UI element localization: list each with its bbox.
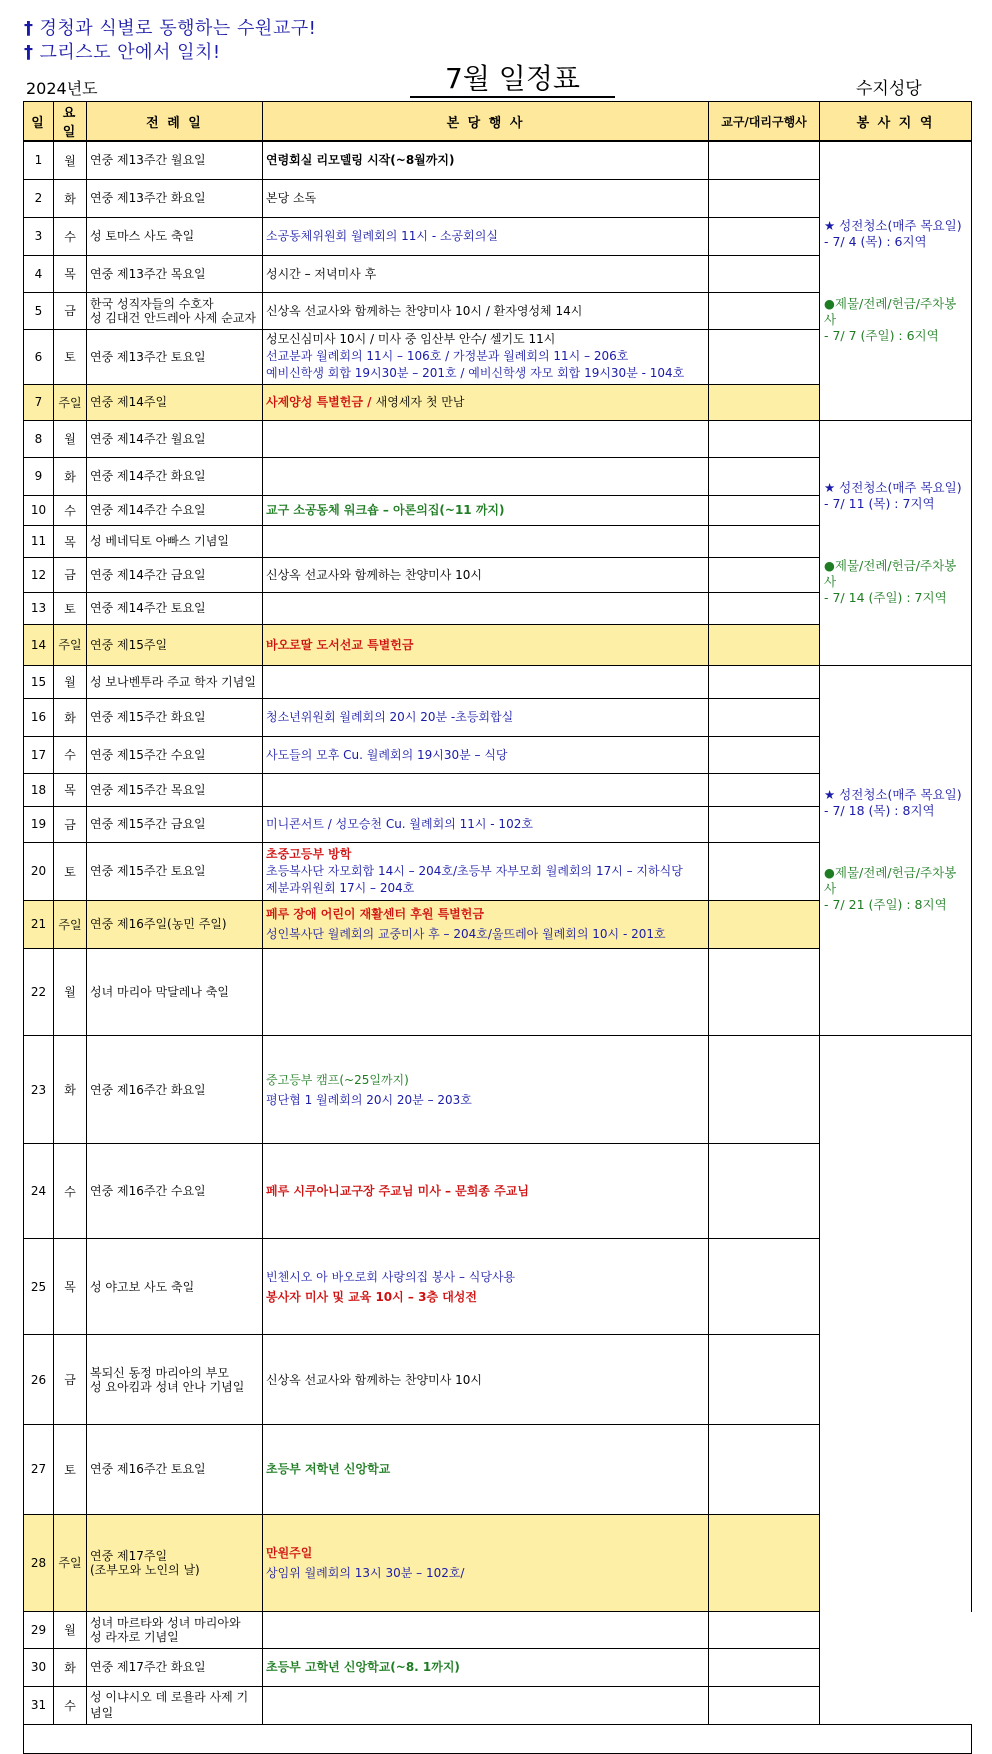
weekday-cell: 월 <box>54 141 87 179</box>
liturgy-cell <box>87 1686 263 1724</box>
diocese-events-cell <box>709 736 820 773</box>
weekday-cell: 화 <box>54 1035 87 1144</box>
event-text: 봉사자 미사 및 교육 10시 – 3층 대성전 <box>266 1289 477 1304</box>
event-text: 사제양성 특별헌금 / <box>266 395 376 409</box>
table-footer-row <box>24 1724 972 1753</box>
diocese-events-cell <box>709 329 820 384</box>
parish-events-cell <box>263 525 709 557</box>
weekday-cell: 주일 <box>54 900 87 948</box>
diocese-events-cell <box>709 525 820 557</box>
liturgy-text: 연중 제15주간 수요일 <box>90 747 206 762</box>
parish-events-cell <box>263 698 709 736</box>
day-cell: 24 <box>24 1144 54 1238</box>
liturgy-text: 연중 제17주일 <box>90 1548 168 1563</box>
event-text: 소공동체위원회 월례회의 11시 - 소공회의실 <box>266 229 498 243</box>
liturgy-cell <box>87 557 263 592</box>
weekday-cell: 월 <box>54 1611 87 1648</box>
liturgy-text: 연중 제13주간 토요일 <box>90 349 206 364</box>
liturgy-text: 연중 제16주간 화요일 <box>90 1082 206 1097</box>
event-text: 신상옥 선교사와 함께하는 찬양미사 10시 <box>266 567 483 582</box>
liturgy-cell <box>87 420 263 457</box>
event-line <box>266 863 705 880</box>
parish-events-cell <box>263 1035 709 1144</box>
day-cell: 21 <box>24 900 54 948</box>
event-text: 연령회실 리모델링 시작(~8월까지) <box>266 153 455 168</box>
diocese-events-cell <box>709 592 820 624</box>
liturgy-text: 연중 제14주일 <box>90 395 168 409</box>
diocese-events-cell <box>709 948 820 1035</box>
liturgy-text: 연중 제14주간 화요일 <box>90 469 206 483</box>
event-text: 초등복사단 자모회합 14시 – 204호/초등부 자부모회 월례회의 17시 – 지하식당 <box>266 863 683 878</box>
parish-events-cell <box>263 1335 709 1425</box>
event-text: 신상옥 선교사와 함께하는 찬양미사 10시 <box>266 1372 483 1387</box>
weekday-cell: 목 <box>54 255 87 292</box>
weekday-cell: 월 <box>54 420 87 457</box>
parish-events-cell <box>263 842 709 900</box>
liturgy-cell <box>87 525 263 557</box>
day-cell: 8 <box>24 420 54 457</box>
event-text: 초중고등부 방학 <box>266 846 352 861</box>
liturgy-cell <box>87 624 263 665</box>
event-text: 예비신학생 회합 19시30분 – 201호 / 예비신학생 자모 회합 19시30분 - 104호 <box>266 366 685 380</box>
service-clean-date: - 7/ 18 (목) : 8지역 <box>824 803 935 819</box>
day-cell: 4 <box>24 255 54 292</box>
diocese-events-cell <box>709 141 820 179</box>
event-text: 청소년위원회 월례회의 20시 20분 -초등회합실 <box>266 710 514 724</box>
liturgy-text: 연중 제14주간 수요일 <box>90 503 206 517</box>
weekday-cell: 화 <box>54 179 87 217</box>
day-cell: 18 <box>24 773 54 806</box>
day-cell: 13 <box>24 592 54 624</box>
parish-events-cell <box>263 736 709 773</box>
slogan-text-1: 경청과 식별로 동행하는 수원교구! <box>39 18 317 39</box>
event-text: 중고등부 캠프(~25일까지) <box>266 1072 409 1087</box>
liturgy-cell <box>87 665 263 698</box>
weekday-cell: 목 <box>54 525 87 557</box>
event-line <box>266 880 705 897</box>
diocese-events-cell <box>709 1686 820 1724</box>
table-row <box>24 1611 972 1648</box>
liturgy-text: (조부모와 노인의 날) <box>90 1562 200 1577</box>
page-title: 7월 일정표 <box>410 62 615 98</box>
day-cell: 17 <box>24 736 54 773</box>
event-text: 빈첸시오 아 바오로회 사랑의집 봉사 – 식당사용 <box>266 1269 516 1284</box>
parish-events-cell <box>263 773 709 806</box>
parish-events-cell <box>263 948 709 1035</box>
event-line <box>266 816 705 832</box>
event-line <box>266 1543 705 1563</box>
event-line <box>266 152 705 168</box>
liturgy-cell <box>87 329 263 384</box>
table-row <box>24 1335 972 1425</box>
diocese-events-cell <box>709 179 820 217</box>
parish-events-cell <box>263 217 709 255</box>
weekday-cell: 목 <box>54 773 87 806</box>
liturgy-cell <box>87 1648 263 1686</box>
day-cell: 11 <box>24 525 54 557</box>
day-cell: 25 <box>24 1238 54 1335</box>
event-text: 사도들의 모후 Cu. 월례회의 19시30분 – 식당 <box>266 747 508 762</box>
event-text: 초등부 저학년 신앙학교 <box>266 1462 391 1477</box>
liturgy-text: 연중 제15주일 <box>90 637 168 652</box>
liturgy-text: 성녀 마르타와 성녀 마리아와 <box>90 1615 241 1630</box>
event-line <box>266 190 705 206</box>
liturgy-cell <box>87 255 263 292</box>
table-row <box>24 1425 972 1515</box>
table-row <box>24 1035 972 1144</box>
diocese-events-cell <box>709 495 820 525</box>
liturgy-text: 연중 제14주간 월요일 <box>90 431 206 446</box>
diocese-events-cell <box>709 1035 820 1144</box>
liturgy-cell <box>87 1425 263 1515</box>
event-text: 성인복사단 월례회의 교중미사 후 – 204호/울뜨레아 월례회의 10시 - 201호 <box>266 927 666 941</box>
event-text: 선교분과 월례회의 11시 – 106호 / 가정분과 월례회의 11시 – 206호 <box>266 349 629 363</box>
parish-events-cell <box>263 1648 709 1686</box>
event-line <box>266 1267 705 1287</box>
liturgy-cell <box>87 1035 263 1144</box>
event-line <box>266 567 705 583</box>
liturgy-cell <box>87 1144 263 1238</box>
weekday-cell: 수 <box>54 217 87 255</box>
day-cell: 20 <box>24 842 54 900</box>
event-text: 만원주일 <box>266 1545 313 1560</box>
diocese-events-cell <box>709 773 820 806</box>
col-header-events: 본 당 행 사 <box>263 102 709 142</box>
table-header-row <box>24 102 972 142</box>
weekday-cell: 수 <box>54 495 87 525</box>
event-text: 새영세자 첫 만남 <box>375 395 465 409</box>
event-text: 페루 시쿠아니교구장 주교님 미사 – 문희종 주교님 <box>266 1184 529 1199</box>
service-altar-date: - 7/ 7 (주일) : 6지역 <box>824 327 939 343</box>
event-line <box>266 846 705 863</box>
service-clean-label: ★ 성전청소(매주 목요일) <box>824 787 962 803</box>
liturgy-text: 연중 제16주간 토요일 <box>90 1462 206 1477</box>
diocese-events-cell <box>709 1335 820 1425</box>
parish-events-cell <box>263 1611 709 1648</box>
col-header-diocese: 교구/대리구행사 <box>709 102 820 142</box>
liturgy-cell <box>87 495 263 525</box>
weekday-cell: 월 <box>54 665 87 698</box>
parish-events-cell <box>263 141 709 179</box>
day-cell: 28 <box>24 1514 54 1611</box>
slogan-line-2 <box>24 38 221 64</box>
day-cell: 15 <box>24 665 54 698</box>
weekday-cell: 토 <box>54 329 87 384</box>
liturgy-text: 연중 제16주일(농민 주일) <box>90 917 227 931</box>
day-cell: 7 <box>24 384 54 420</box>
day-cell: 12 <box>24 557 54 592</box>
parish-events-cell <box>263 1238 709 1335</box>
parish-events-cell <box>263 292 709 329</box>
event-line <box>266 331 705 348</box>
day-cell: 9 <box>24 457 54 495</box>
diocese-events-cell <box>709 1611 820 1648</box>
col-header-dow: 요일 <box>54 102 87 142</box>
diocese-events-cell <box>709 1425 820 1515</box>
diocese-events-cell <box>709 255 820 292</box>
table-row <box>24 665 972 698</box>
weekday-cell: 화 <box>54 698 87 736</box>
weekday-cell: 수 <box>54 736 87 773</box>
liturgy-text: 연중 제14주간 토요일 <box>90 601 206 615</box>
diocese-events-cell <box>709 624 820 665</box>
day-cell: 16 <box>24 698 54 736</box>
event-line <box>266 1461 705 1477</box>
parish-events-cell <box>263 420 709 457</box>
event-line <box>266 392 705 412</box>
event-text: 상임위 월례회의 13시 30분 – 102호/ <box>266 1565 465 1580</box>
diocese-events-cell <box>709 384 820 420</box>
liturgy-text: 연중 제15주간 화요일 <box>90 710 206 724</box>
diocese-events-cell <box>709 1514 820 1611</box>
liturgy-text: 연중 제15주간 금요일 <box>90 817 206 831</box>
parish-events-cell <box>263 806 709 842</box>
liturgy-text: 성 토마스 사도 축일 <box>90 229 195 243</box>
col-header-liturgy: 전 례 일 <box>87 102 263 142</box>
parish-events-cell <box>263 900 709 948</box>
col-header-day: 일 <box>24 102 54 142</box>
liturgy-text: 성 이냐시오 데 로욜라 사제 기념일 <box>90 1690 249 1720</box>
liturgy-cell <box>87 773 263 806</box>
service-altar-date: - 7/ 21 (주일) : 8지역 <box>824 897 947 913</box>
day-cell: 19 <box>24 806 54 842</box>
slogan-text-2: 그리스도 안에서 일치! <box>39 42 221 63</box>
table-row <box>24 1686 972 1724</box>
day-cell: 6 <box>24 329 54 384</box>
event-text: 평단협 1 월례회의 20시 20분 – 203호 <box>266 1092 472 1107</box>
service-altar-label: ●제물/전례/헌금/주차봉사 <box>824 295 957 327</box>
liturgy-text: 성녀 마리아 막달레나 축일 <box>90 984 229 999</box>
day-cell: 5 <box>24 292 54 329</box>
event-line <box>266 266 705 282</box>
parish-name: 수지성당 <box>856 79 922 99</box>
weekday-cell: 금 <box>54 806 87 842</box>
day-cell: 14 <box>24 624 54 665</box>
liturgy-text: 연중 제14주간 금요일 <box>90 567 206 582</box>
parish-events-cell <box>263 624 709 665</box>
event-line <box>266 747 705 763</box>
liturgy-text: 성 보나벤투라 주교 학자 기념일 <box>90 674 256 689</box>
empty-footer-cell <box>24 1724 972 1753</box>
day-cell: 2 <box>24 179 54 217</box>
liturgy-text: 연중 제15주간 토요일 <box>90 864 206 878</box>
parish-events-cell <box>263 255 709 292</box>
parish-events-cell <box>263 1144 709 1238</box>
year-label: 2024년도 <box>26 79 98 98</box>
event-line <box>266 1070 705 1090</box>
cross-icon: † <box>24 42 34 63</box>
parish-events-cell <box>263 495 709 525</box>
service-altar-date: - 7/ 14 (주일) : 7지역 <box>824 589 947 605</box>
event-text: 성시간 – 저녁미사 후 <box>266 266 377 281</box>
parish-events-cell <box>263 457 709 495</box>
diocese-events-cell <box>709 557 820 592</box>
weekday-cell: 화 <box>54 1648 87 1686</box>
service-area-cell <box>820 420 972 665</box>
weekday-cell: 주일 <box>54 624 87 665</box>
day-cell: 1 <box>24 141 54 179</box>
liturgy-text: 연중 제15주간 목요일 <box>90 782 206 797</box>
day-cell: 10 <box>24 495 54 525</box>
liturgy-cell <box>87 141 263 179</box>
liturgy-text: 연중 제13주간 월요일 <box>90 153 206 168</box>
liturgy-cell <box>87 736 263 773</box>
event-text: 바오로딸 도서선교 특별헌금 <box>266 637 414 652</box>
event-line <box>266 1287 705 1307</box>
table-row <box>24 141 972 179</box>
event-line <box>266 1183 705 1199</box>
event-line <box>266 1090 705 1110</box>
table-row <box>24 1238 972 1335</box>
liturgy-text: 복되신 동정 마리아의 부모 <box>90 1365 229 1380</box>
liturgy-cell <box>87 698 263 736</box>
service-clean-date: - 7/ 4 (목) : 6지역 <box>824 233 927 249</box>
parish-events-cell <box>263 665 709 698</box>
day-cell: 22 <box>24 948 54 1035</box>
parish-events-cell <box>263 592 709 624</box>
event-text: 교구 소공동체 워크숍 – 아론의집(~11 까지) <box>266 503 505 517</box>
diocese-events-cell <box>709 698 820 736</box>
event-line <box>266 365 705 382</box>
weekday-cell: 주일 <box>54 384 87 420</box>
liturgy-cell <box>87 948 263 1035</box>
service-altar-label: ●제물/전례/헌금/주차봉사 <box>824 557 957 589</box>
diocese-events-cell <box>709 1238 820 1335</box>
event-text: 제분과위원회 17시 – 204호 <box>266 880 415 895</box>
weekday-cell: 토 <box>54 842 87 900</box>
event-line <box>266 348 705 365</box>
schedule-table <box>23 101 972 1754</box>
cross-icon: † <box>24 18 34 39</box>
event-line <box>266 1659 705 1675</box>
service-area-cell <box>820 665 972 1035</box>
weekday-cell: 토 <box>54 1425 87 1515</box>
liturgy-text: 연중 제13주간 목요일 <box>90 266 206 281</box>
liturgy-cell <box>87 842 263 900</box>
event-line <box>266 228 705 244</box>
weekday-cell: 수 <box>54 1144 87 1238</box>
event-text: 신상옥 선교사와 함께하는 찬양미사 10시 / 환자영성체 14시 <box>266 303 583 318</box>
weekday-cell: 월 <box>54 948 87 1035</box>
service-clean-date: - 7/ 11 (목) : 7지역 <box>824 495 935 511</box>
event-text: 페루 장애 어린이 재활센터 후원 특별헌금 <box>266 907 484 921</box>
diocese-events-cell <box>709 842 820 900</box>
liturgy-cell <box>87 1514 263 1611</box>
service-altar-label: ●제물/전례/헌금/주차봉사 <box>824 865 957 897</box>
parish-events-cell <box>263 1686 709 1724</box>
weekday-cell: 토 <box>54 592 87 624</box>
liturgy-cell <box>87 806 263 842</box>
liturgy-cell <box>87 217 263 255</box>
table-row <box>24 1648 972 1686</box>
liturgy-text: 한국 성직자들의 수호자 <box>90 296 214 311</box>
liturgy-text: 성 야고보 사도 축일 <box>90 1279 195 1294</box>
parish-events-cell <box>263 384 709 420</box>
parish-events-cell <box>263 557 709 592</box>
liturgy-text: 성 베네딕토 아빠스 기념일 <box>90 534 229 548</box>
event-line <box>266 1563 705 1583</box>
event-line <box>266 709 705 725</box>
service-clean-label: ★ 성전청소(매주 목요일) <box>824 217 962 233</box>
diocese-events-cell <box>709 420 820 457</box>
weekday-cell: 금 <box>54 1335 87 1425</box>
event-text: 성모신심미사 10시 / 미사 중 임산부 안수/ 셀기도 11시 <box>266 332 556 346</box>
liturgy-cell <box>87 292 263 329</box>
liturgy-cell <box>87 1238 263 1335</box>
liturgy-cell <box>87 1335 263 1425</box>
parish-events-cell <box>263 179 709 217</box>
day-cell: 23 <box>24 1035 54 1144</box>
diocese-events-cell <box>709 457 820 495</box>
weekday-cell: 주일 <box>54 1514 87 1611</box>
event-text: 초등부 고학년 신앙학교(~8. 1까지) <box>266 1660 460 1674</box>
diocese-events-cell <box>709 665 820 698</box>
diocese-events-cell <box>709 1144 820 1238</box>
event-line <box>266 924 705 944</box>
diocese-events-cell <box>709 1648 820 1686</box>
day-cell: 3 <box>24 217 54 255</box>
day-cell: 30 <box>24 1648 54 1686</box>
slogan-line-1 <box>24 14 316 40</box>
parish-events-cell <box>263 1514 709 1611</box>
diocese-events-cell <box>709 806 820 842</box>
event-line <box>266 904 705 924</box>
diocese-events-cell <box>709 900 820 948</box>
liturgy-text: 연중 제13주간 화요일 <box>90 191 206 205</box>
day-cell: 27 <box>24 1425 54 1515</box>
diocese-events-cell <box>709 292 820 329</box>
table-row <box>24 420 972 457</box>
parish-events-cell <box>263 329 709 384</box>
liturgy-text: 연중 제16주간 수요일 <box>90 1184 206 1199</box>
event-text: 본당 소독 <box>266 191 317 205</box>
weekday-cell: 수 <box>54 1686 87 1724</box>
liturgy-cell <box>87 457 263 495</box>
liturgy-text: 성 김대건 안드레아 사제 순교자 <box>90 310 256 325</box>
weekday-cell: 목 <box>54 1238 87 1335</box>
liturgy-cell <box>87 1611 263 1648</box>
service-area-cell <box>820 141 972 420</box>
service-clean-label: ★ 성전청소(매주 목요일) <box>824 479 962 495</box>
liturgy-text: 연중 제17주간 화요일 <box>90 1660 206 1674</box>
table-row <box>24 1144 972 1238</box>
event-line <box>266 1372 705 1388</box>
liturgy-cell <box>87 384 263 420</box>
weekday-cell: 금 <box>54 557 87 592</box>
diocese-events-cell <box>709 217 820 255</box>
day-cell: 26 <box>24 1335 54 1425</box>
weekday-cell: 금 <box>54 292 87 329</box>
event-text: 미니콘서트 / 성모승천 Cu. 월례회의 11시 - 102호 <box>266 817 533 831</box>
weekday-cell: 화 <box>54 457 87 495</box>
parish-events-cell <box>263 1425 709 1515</box>
event-line <box>266 502 705 518</box>
event-line <box>266 303 705 319</box>
liturgy-text: 성 라자로 기념일 <box>90 1629 179 1644</box>
liturgy-cell <box>87 900 263 948</box>
liturgy-text: 성 요아킴과 성녀 안나 기념일 <box>90 1379 245 1394</box>
table-row <box>24 1514 972 1611</box>
event-line <box>266 637 705 653</box>
liturgy-cell <box>87 179 263 217</box>
liturgy-cell <box>87 592 263 624</box>
day-cell: 31 <box>24 1686 54 1724</box>
col-header-service: 봉 사 지 역 <box>820 102 972 142</box>
day-cell: 29 <box>24 1611 54 1648</box>
